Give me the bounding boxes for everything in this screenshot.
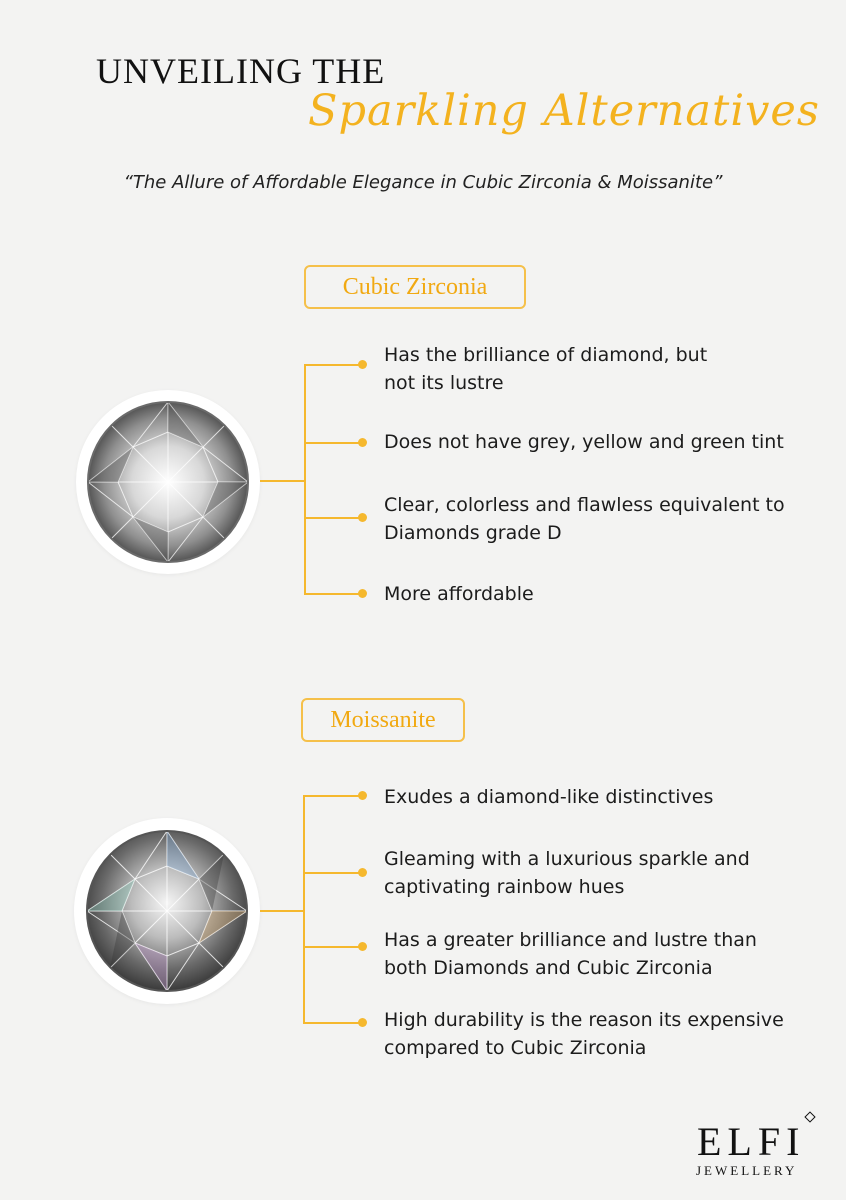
connector-line [303,946,362,948]
connector-line [303,872,362,874]
connector-line [304,442,362,444]
connector-line [304,593,362,595]
bullet-dot [358,1018,367,1027]
round-diamond-icon [74,818,260,1004]
brand-tagline: JEWELLERY [696,1163,798,1178]
page-subtitle: “The Allure of Affordable Elegance in Cubic Zirconia & Moissanite” [123,172,723,193]
connector-line [303,795,305,1024]
connector-line [304,517,362,519]
list-item: Has the brilliance of diamond, but not its lustre [384,344,708,394]
connector-line [304,364,362,366]
list-item: Exudes a diamond-like distinctives [384,786,714,808]
connector-line [303,795,362,797]
bullet-dot [358,589,367,598]
bullet-dot [358,360,367,369]
connector-line [304,364,306,594]
bullet-dot [358,791,367,800]
diamond-icon [804,1111,815,1122]
list-item: Clear, colorless and flawless equivalent to Diamonds grade D [384,494,785,544]
bullet-dot [358,868,367,877]
list-item: High durability is the reason its expensive compared to Cubic Zirconia [384,1009,784,1059]
list-item: More affordable [384,583,534,605]
list-item: Has a greater brilliance and lustre than both Diamonds and Cubic Zirconia [384,929,757,979]
page-title-script: Sparkling Alternatives [308,86,820,136]
section-label-moissanite: Moissanite [301,698,465,742]
connector-line [260,910,304,912]
connector-line [303,1022,362,1024]
section-label-cubic-zirconia: Cubic Zirconia [304,265,526,309]
connector-line [260,480,305,482]
bullet-dot [358,438,367,447]
brand-logo: ELFI [697,1119,806,1164]
bullet-dot [358,942,367,951]
list-item: Does not have grey, yellow and green tint [384,431,784,453]
bullet-dot [358,513,367,522]
list-item: Gleaming with a luxurious sparkle and captivating rainbow hues [384,848,750,898]
page-title: UNVEILING THE [96,51,386,91]
round-diamond-icon [76,390,260,574]
